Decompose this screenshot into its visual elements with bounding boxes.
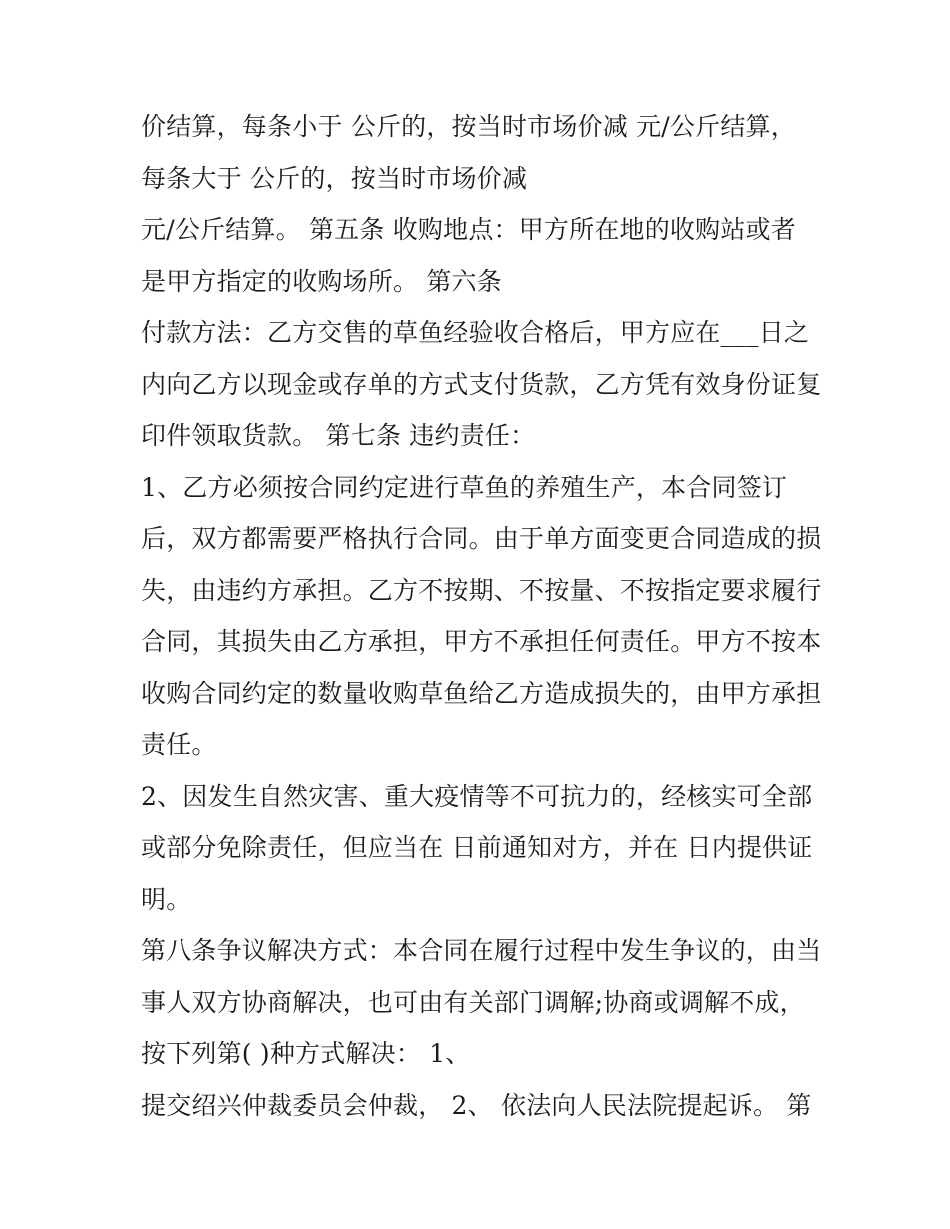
text-line-8: 1、乙方必须按合同约定进行草鱼的养殖生产，本合同签订 [141,473,788,502]
text-line-11: 合同，其损失由乙方承担，甲方不承担任何责任。甲方不按本 [141,627,822,656]
text-line-10: 失，由违约方承担。乙方不按期、不按量、不按指定要求履行 [141,576,822,605]
text-line-13: 责任。 [141,730,217,759]
text-line-20: 提交绍兴仲裁委员会仲裁， 2、 依法向人民法院提起诉。 第 [141,1091,812,1120]
text-line-6: 内向乙方以现金或存单的方式支付货款，乙方凭有效身份证复 [141,370,822,399]
text-line-15: 或部分免除责任，但应当在 日前通知对方，并在 日内提供证 [141,833,813,862]
text-line-17: 第八条争议解决方式：本合同在履行过程中发生争议的，由当 [141,936,822,965]
text-line-14: 2、因发生自然灾害、重大疫情等不可抗力的，经核实可全部 [141,782,813,811]
text-line-2: 每条大于 公斤的，按当时市场价减 [141,164,528,193]
text-line-18: 事人双方协商解决，也可由有关部门调解;协商或调解不成， [141,988,805,1017]
text-line-4: 是甲方指定的收购场所。 第六条 [141,267,502,296]
text-line-9: 后，双方都需要严格执行合同。由于单方面变更合同造成的损 [141,524,822,553]
text-line-1: 价结算，每条小于 公斤的，按当时市场价减 元/公斤结算， [141,112,796,141]
text-line-12: 收购合同约定的数量收购草鱼给乙方造成损失的，由甲方承担 [141,679,822,708]
text-line-19: 按下列第( )种方式解决： 1、 [141,1039,471,1068]
text-line-3: 元/公斤结算。 第五条 收购地点：甲方所在地的收购站或者 [141,215,796,244]
text-line-5: 付款方法：乙方交售的草鱼经验收合格后，甲方应在___日之 [141,318,810,347]
text-line-7: 印件领取货款。 第七条 违约责任： [141,421,536,450]
text-line-16: 明。 [141,885,192,914]
